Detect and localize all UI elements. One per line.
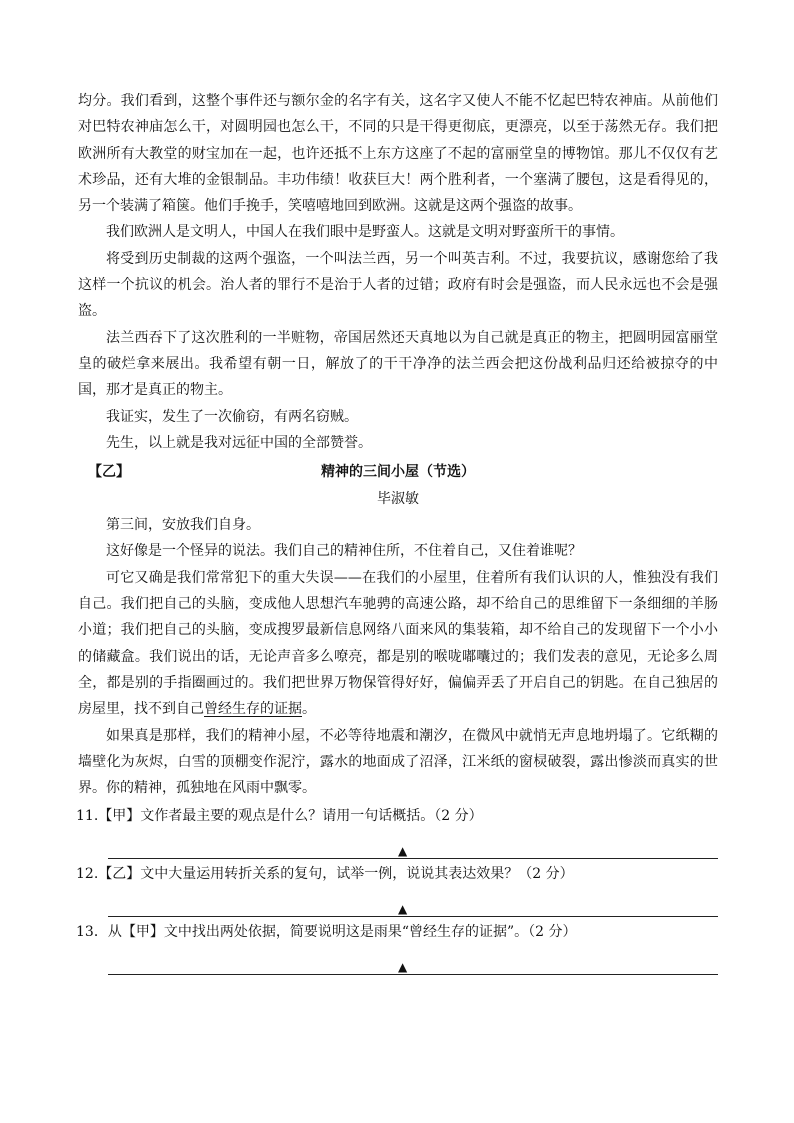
answer-line <box>108 974 718 975</box>
question-12: 12.【乙】文中大量运用转折关系的复句，试举一例，说说其表达效果？（2 分） <box>76 866 574 883</box>
jia-paragraph-4: 法兰西吞下了这次胜利的一半赃物，帝国居然还天真地以为自己就是真正的物主，把圆明园富丽堂皇的破烂拿来展出。我希望有朝一日，解放了的干干净净的法兰西会把这份战利品归还给被掠夺的中国，那才是真正的物主。 <box>78 329 718 399</box>
answer-area-13[interactable] <box>78 945 718 975</box>
yi-heading <box>78 458 718 486</box>
yi-paragraph-1: 第三间，安放我们自身。 <box>106 517 260 534</box>
yi-paragraph-4: 如果真是那样，我们的精神小屋，不必等待地震和潮汐，在微风中就悄无声息地坍塌了。它纸糊的墙壁化为灰烬，白雪的顶棚变作泥泞，露水的地面成了沼泽，江米纸的窗棂破裂，露出惨淡而真实的世界。你的精神，孤独地在风雨中飘零。 <box>78 727 718 797</box>
answer-area-12[interactable] <box>78 887 718 917</box>
answer-area-11[interactable] <box>78 829 718 859</box>
answer-marker-icon: ▲ <box>398 902 408 917</box>
questions <box>78 803 718 975</box>
yi-author: 毕淑敏 <box>377 491 419 508</box>
yi-paragraph-2: 这好像是一个怪异的说法。我们自己的精神住所，不住着自己，又住着谁呢？ <box>106 543 582 560</box>
yi-paragraph-3-text: 可它又确是我们常常犯下的重大失误——在我们的小屋里，住着所有我们认识的人，惟独没有我们自己。我们把自己的头脑，变成他人思想汽车驰骋的高速公路，却不给自己的思维留下一条细细的羊肠小道；我们把自己的头脑，变成搜罗最新信息网络八面来风的集装箱，却不给自己的发现留下一个小小的储藏盒。我们说出的话，无论声音多么嘹亮，都是别的喉咙嘟囔过的；我们发表的意见，无论多么周全，都是别的手指圈画过的。我们把世界万物保管得好好，偏偏弄丢了开启自己的钥匙。在自己独居的房屋里，找不到自己 <box>78 569 718 718</box>
exam-page <box>78 88 718 975</box>
answer-line <box>108 916 718 917</box>
jia-paragraph-5: 我证实，发生了一次偷窃，有两名窃贼。 <box>106 408 358 425</box>
answer-line <box>108 858 718 859</box>
passage-yi <box>78 512 718 801</box>
yi-title: 精神的三间小屋（节选） <box>321 464 475 481</box>
question-11: 11.【甲】文作者最主要的观点是什么？请用一句话概括。（2 分） <box>76 808 483 825</box>
yi-paragraph-3-end: 。 <box>302 701 316 718</box>
jia-paragraph-6: 先生，以上就是我对远征中国的全部赞誉。 <box>106 434 372 451</box>
yi-label: 【乙】 <box>88 464 130 481</box>
jia-paragraph-1: 均分。我们看到，这整个事件还与额尔金的名字有关，这名字又使人不能不忆起巴特农神庙。从前他们对巴特农神庙怎么干，对圆明园也怎么干，不同的只是干得更彻底，更漂亮，以至于荡然无存。我们把欧洲所有大教堂的财宝加在一起，也许还抵不上东方这座了不起的富丽堂皇的博物馆。那儿不仅仅有艺术珍品，还有大堆的金银制品。丰功伟绩！收获巨大！两个胜利者，一个塞满了腰包，这是看得见的，另一个装满了箱箧。他们手挽手，笑嘻嘻地回到欧洲。这就是这两个强盗的故事。 <box>78 93 718 215</box>
underlined-phrase: 曾经生存的证据 <box>204 701 302 718</box>
answer-marker-icon: ▲ <box>398 844 408 859</box>
yi-paragraph-3 <box>78 565 718 723</box>
jia-paragraph-2: 我们欧洲人是文明人，中国人在我们眼中是野蛮人。这就是文明对野蛮所干的事情。 <box>106 224 624 241</box>
passage-jia <box>78 88 718 456</box>
answer-marker-icon: ▲ <box>398 960 408 975</box>
jia-paragraph-3: 将受到历史制裁的这两个强盗，一个叫法兰西，另一个叫英吉利。不过，我要抗议，感谢您给了我这样一个抗议的机会。治人者的罪行不是治于人者的过错；政府有时会是强盗，而人民永远也不会是强盗。 <box>78 250 718 320</box>
question-13: 13．从【甲】文中找出两处依据，简要说明这是雨果“曾经生存的证据”。（2 分） <box>76 924 577 941</box>
